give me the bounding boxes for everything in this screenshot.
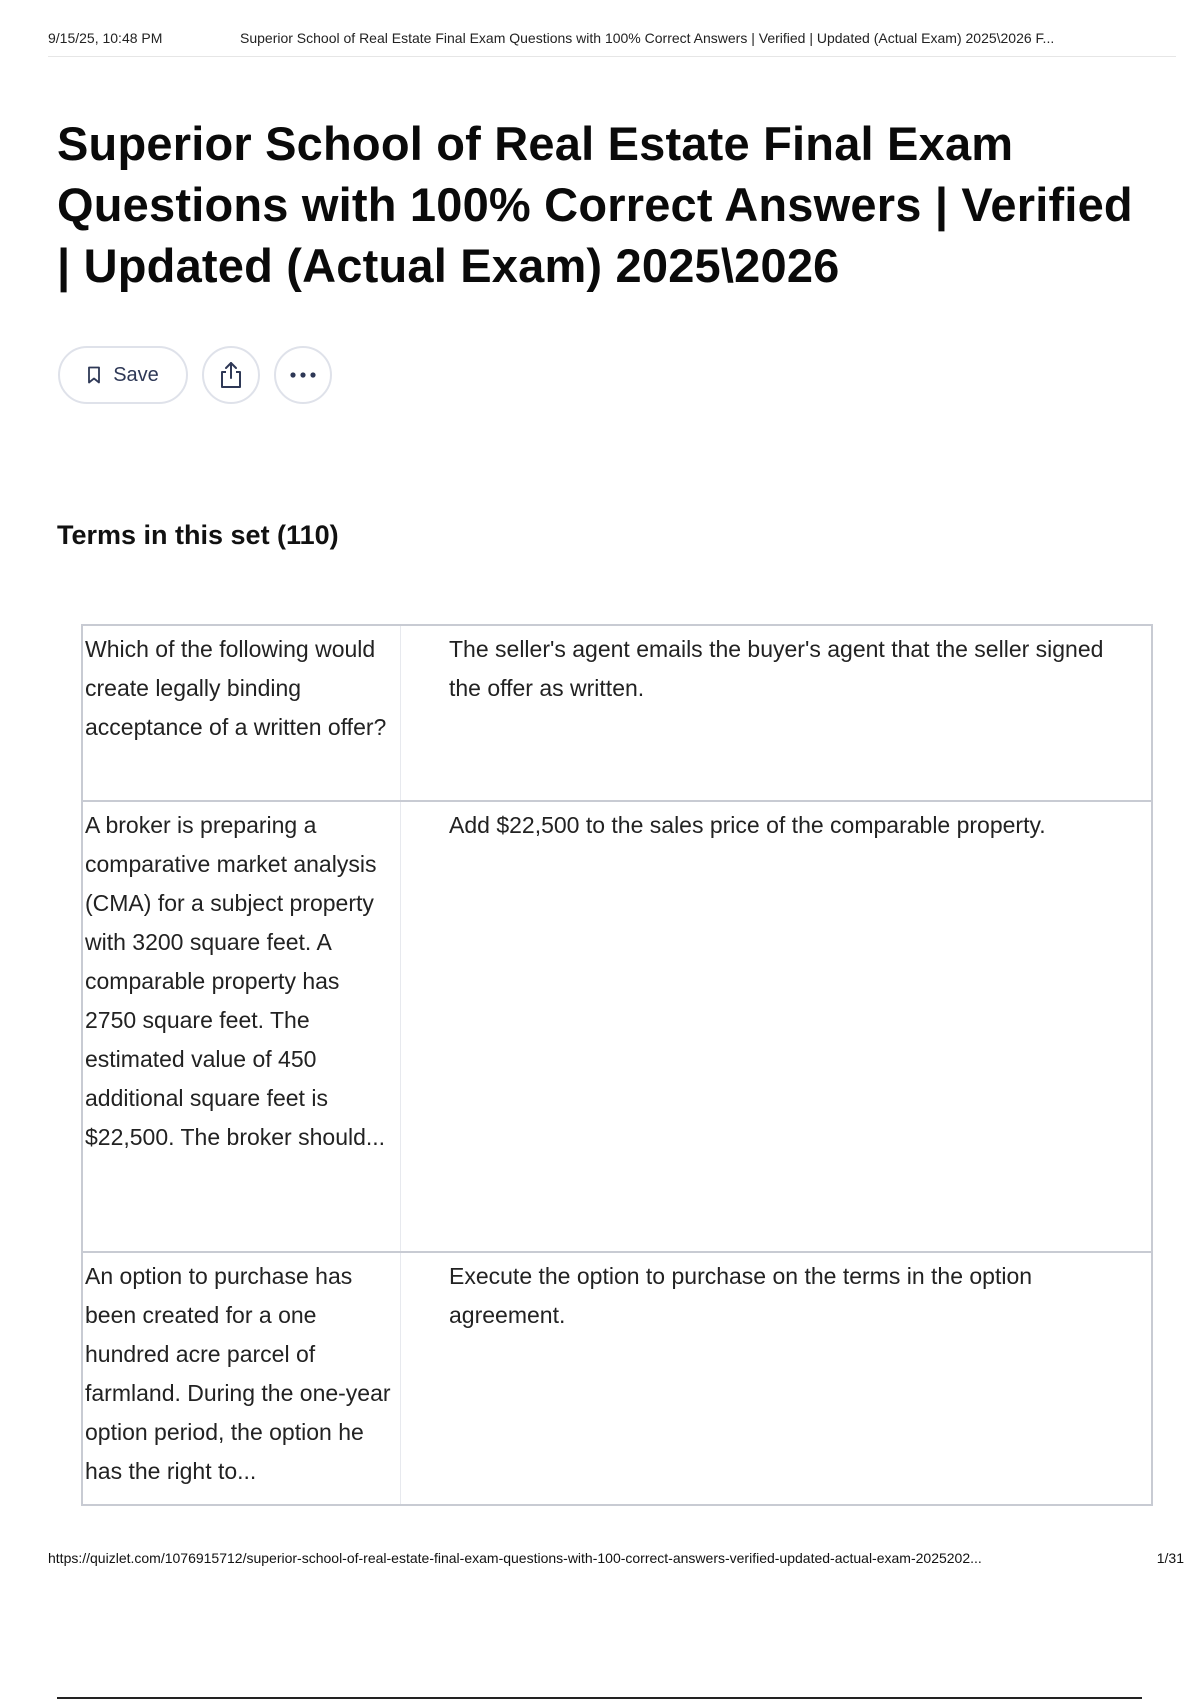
save-button[interactable] — [58, 346, 188, 404]
definition-text: Add $22,500 to the sales price of the comparable property. — [449, 812, 1046, 838]
page-title: Superior School of Real Estate Final Exam Questions with 100% Correct Answers | Verified | Updated (Actual Exam) 2025\2026 — [57, 117, 1133, 292]
definition-text: The seller's agent emails the buyer's agent that the seller signed the offer as written. — [449, 636, 1104, 701]
term-row — [83, 800, 1151, 1251]
term-row — [83, 626, 1151, 800]
share-icon — [218, 361, 244, 389]
terms-table — [81, 624, 1153, 1506]
term-row — [83, 1251, 1151, 1504]
print-footer — [48, 1550, 1184, 1572]
page-indicator: 1/31 — [1156, 1550, 1184, 1566]
print-document-title: Superior School of Real Estate Final Exam Questions with 100% Correct Answers | Verified | Updated (Actual Exam) 2025\2026 F... — [240, 30, 1055, 46]
more-horizontal-icon — [289, 371, 317, 379]
print-url: https://quizlet.com/1076915712/superior-school-of-real-estate-final-exam-questions-with-100-correct-answers-verified-updated-actual-exam-2025202... — [48, 1550, 982, 1566]
bookmark-icon — [87, 366, 101, 384]
print-header — [48, 30, 1176, 57]
terms-heading: Terms in this set (110) — [57, 520, 339, 550]
share-button[interactable] — [202, 346, 260, 404]
save-button-label: Save — [113, 363, 159, 386]
term-text: An option to purchase has been created for a one hundred acre parcel of farmland. During the one-year option period, the option he has the right to... — [83, 1253, 401, 1504]
print-datetime: 9/15/25, 10:48 PM — [48, 30, 163, 46]
term-text: Which of the following would create legally binding acceptance of a written offer? — [83, 626, 401, 800]
divider — [57, 1697, 1142, 1699]
more-options-button[interactable] — [274, 346, 332, 404]
definition-text: Execute the option to purchase on the terms in the option agreement. — [449, 1263, 1033, 1328]
term-text: A broker is preparing a comparative market analysis (CMA) for a subject property with 3200 square feet. A comparable property has 2750 square feet. The estimated value of 450 additional square feet is $22,500. The broker should... — [83, 802, 401, 1251]
